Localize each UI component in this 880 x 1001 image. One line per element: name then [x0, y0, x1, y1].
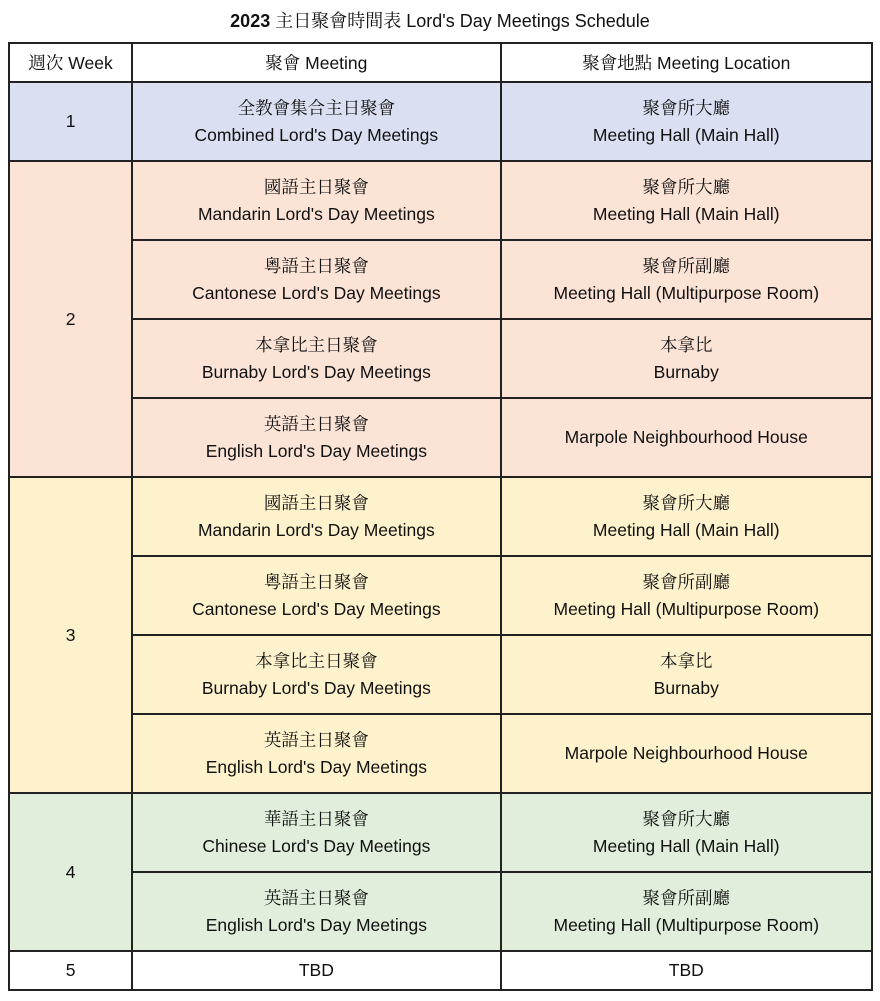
location-zh-text: 本拿比 [660, 334, 713, 355]
table-row [9, 714, 872, 793]
location-cell [501, 556, 872, 635]
table-row [9, 477, 872, 556]
location-zh-text: 聚會所副廳 [642, 255, 731, 276]
meeting-en-text: Mandarin Lord's Day Meetings [197, 519, 435, 540]
meeting-en-text: English Lord's Day Meetings [205, 440, 427, 461]
location-cell [501, 635, 872, 714]
meeting-cell [132, 161, 500, 240]
schedule-body [9, 82, 872, 990]
title-year: 2023 [230, 11, 271, 31]
week-number-cell: 1 [9, 82, 132, 161]
location-zh-text: 聚會所大廳 [642, 808, 731, 829]
location-en-text: Meeting Hall (Main Hall) [592, 124, 780, 145]
meeting-cell [132, 951, 500, 990]
location-en-text: Marpole Neighbourhood House [564, 743, 808, 763]
meeting-zh-text: 粵語主日聚會 [263, 255, 369, 276]
meeting-en-text: English Lord's Day Meetings [205, 914, 427, 935]
location-zh-text: 聚會所大廳 [642, 97, 731, 118]
meeting-en-text: TBD [298, 960, 334, 980]
location-cell [501, 714, 872, 793]
table-row [9, 556, 872, 635]
location-en-text: Meeting Hall (Multipurpose Room) [553, 282, 820, 303]
schedule-table [8, 42, 873, 991]
table-row [9, 793, 872, 872]
meeting-en-text: Mandarin Lord's Day Meetings [197, 203, 435, 224]
meeting-en-text: Burnaby Lord's Day Meetings [201, 361, 431, 382]
header-row [9, 43, 872, 82]
location-en-text: Meeting Hall (Multipurpose Room) [553, 598, 820, 619]
location-zh-text: 本拿比 [660, 650, 713, 671]
table-row [9, 161, 872, 240]
week-number-cell: 4 [9, 793, 132, 951]
meeting-cell [132, 82, 500, 161]
meeting-en-text: Cantonese Lord's Day Meetings [192, 598, 441, 619]
week-number-cell: 5 [9, 951, 132, 990]
location-en-text: TBD [668, 960, 704, 980]
meeting-zh-text: 國語主日聚會 [263, 176, 369, 197]
meeting-zh-text: 全教會集合主日聚會 [237, 97, 396, 118]
meeting-zh-text: 本拿比主日聚會 [255, 334, 378, 355]
location-en-text: Meeting Hall (Main Hall) [592, 519, 780, 540]
location-en-text: Burnaby [653, 677, 719, 698]
location-cell [501, 82, 872, 161]
week-number-cell: 2 [9, 161, 132, 477]
meeting-zh-text: 粵語主日聚會 [263, 571, 369, 592]
location-cell [501, 951, 872, 990]
meeting-cell [132, 714, 500, 793]
header-location: 聚會地點 Meeting Location [501, 43, 872, 82]
meeting-en-text: Chinese Lord's Day Meetings [202, 835, 431, 856]
location-zh-text: 聚會所大廳 [642, 492, 731, 513]
meeting-cell [132, 319, 500, 398]
location-en-text: Meeting Hall (Main Hall) [592, 835, 780, 856]
table-row [9, 951, 872, 990]
meeting-zh-text: 英語主日聚會 [263, 729, 369, 750]
table-row [9, 872, 872, 951]
meeting-cell [132, 477, 500, 556]
meeting-en-text: English Lord's Day Meetings [205, 756, 427, 777]
table-row [9, 82, 872, 161]
location-cell [501, 398, 872, 477]
location-cell [501, 872, 872, 951]
table-row [9, 398, 872, 477]
location-en-text: Marpole Neighbourhood House [564, 427, 808, 447]
table-row [9, 319, 872, 398]
location-en-text: Meeting Hall (Multipurpose Room) [553, 914, 820, 935]
location-cell [501, 477, 872, 556]
location-cell [501, 793, 872, 872]
meeting-cell [132, 556, 500, 635]
location-cell [501, 319, 872, 398]
meeting-zh-text: 英語主日聚會 [263, 413, 369, 434]
meeting-en-text: Combined Lord's Day Meetings [194, 124, 439, 145]
meeting-cell [132, 635, 500, 714]
location-zh-text: 聚會所副廳 [642, 887, 731, 908]
location-en-text: Meeting Hall (Main Hall) [592, 203, 780, 224]
week-number-cell: 3 [9, 477, 132, 793]
meeting-zh-text: 本拿比主日聚會 [255, 650, 378, 671]
location-cell [501, 161, 872, 240]
header-meeting: 聚會 Meeting [132, 43, 500, 82]
title-text: 主日聚會時間表 Lord's Day Meetings Schedule [275, 11, 650, 31]
header-week: 週次 Week [9, 43, 132, 82]
meeting-cell [132, 398, 500, 477]
meeting-en-text: Burnaby Lord's Day Meetings [201, 677, 431, 698]
meeting-zh-text: 國語主日聚會 [263, 492, 369, 513]
table-row [9, 635, 872, 714]
meeting-en-text: Cantonese Lord's Day Meetings [192, 282, 441, 303]
meeting-zh-text: 英語主日聚會 [263, 887, 369, 908]
page-title [0, 8, 880, 34]
meeting-cell [132, 240, 500, 319]
location-zh-text: 聚會所副廳 [642, 571, 731, 592]
location-cell [501, 240, 872, 319]
table-row [9, 240, 872, 319]
location-zh-text: 聚會所大廳 [642, 176, 731, 197]
meeting-zh-text: 華語主日聚會 [263, 808, 369, 829]
meeting-cell [132, 793, 500, 872]
meeting-cell [132, 872, 500, 951]
location-en-text: Burnaby [653, 361, 719, 382]
